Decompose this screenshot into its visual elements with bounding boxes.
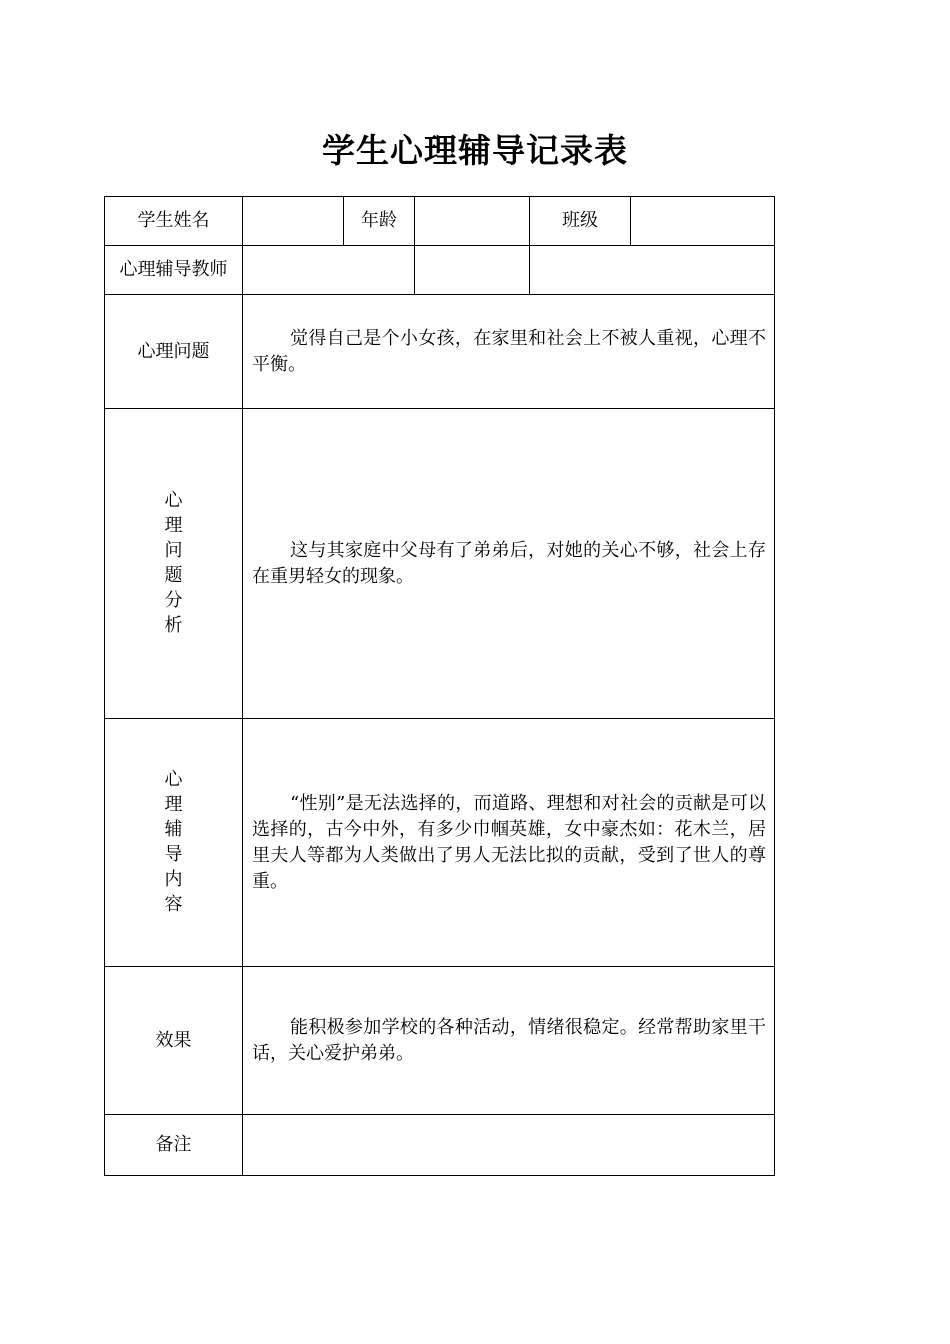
teacher-label: 心理辅导教师 (105, 246, 243, 295)
problem-text: 觉得自己是个小女孩，在家里和社会上不被人重视，心理不平衡。 (252, 327, 766, 375)
class-field[interactable] (631, 197, 775, 246)
row-counseling (105, 719, 775, 967)
row-remarks (105, 1115, 775, 1176)
age-label: 年龄 (344, 197, 415, 246)
row-problem (105, 295, 775, 409)
effect-text: 能积极参加学校的各种活动，情绪很稳定。经常帮助家里干话，关心爱护弟弟。 (252, 1016, 766, 1064)
age-field[interactable] (415, 197, 530, 246)
effect-cell[interactable] (243, 967, 775, 1115)
counseling-cell[interactable] (243, 719, 775, 967)
counseling-text: “性别”是无法选择的，而道路、理想和对社会的贡献是可以选择的，古今中外，有多少巾帼英雄，女中豪杰如：花木兰，居里夫人等都为人类做出了男人无法比拟的贡献，受到了世人的尊重。 (252, 792, 766, 892)
analysis-label: 心理问题分析 (164, 490, 183, 636)
teacher-extra-cell[interactable] (415, 246, 530, 295)
student-name-field[interactable] (243, 197, 344, 246)
teacher-extra-cell-2[interactable] (530, 246, 775, 295)
class-label: 班级 (530, 197, 631, 246)
counseling-label-cell (105, 719, 243, 967)
problem-cell[interactable] (243, 295, 775, 409)
document-title: 学生心理辅导记录表 (322, 131, 628, 170)
remarks-label: 备注 (105, 1115, 243, 1176)
row-student-info (105, 197, 775, 246)
row-analysis (105, 409, 775, 719)
analysis-text: 这与其家庭中父母有了弟弟后，对她的关心不够，社会上存在重男轻女的现象。 (252, 539, 766, 587)
remarks-field[interactable] (243, 1115, 775, 1176)
row-effect (105, 967, 775, 1115)
effect-label: 效果 (105, 967, 243, 1115)
problem-label: 心理问题 (105, 295, 243, 409)
counseling-label: 心理辅导内容 (164, 769, 183, 915)
analysis-label-cell (105, 409, 243, 719)
student-name-label: 学生姓名 (105, 197, 243, 246)
row-teacher (105, 246, 775, 295)
teacher-field[interactable] (243, 246, 415, 295)
analysis-cell[interactable] (243, 409, 775, 719)
counseling-record-table (104, 196, 775, 1176)
